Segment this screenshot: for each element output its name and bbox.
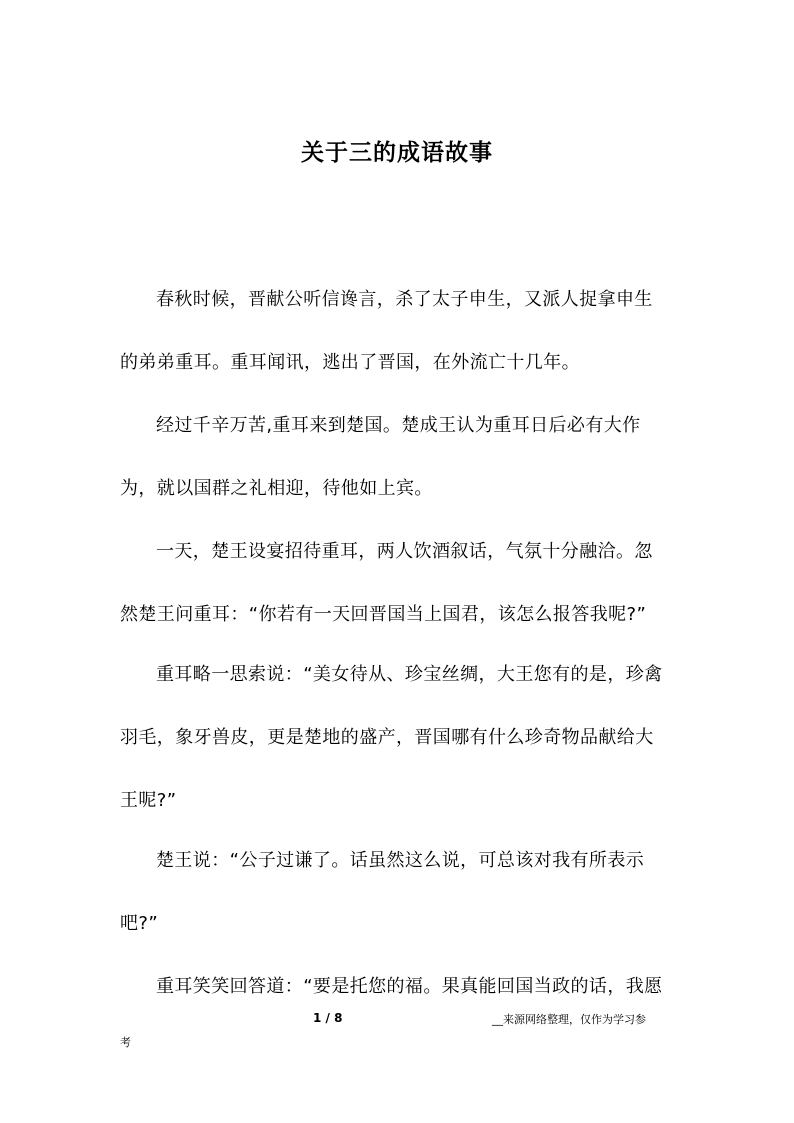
paragraph-line: 春秋时候，晋献公听信谗言，杀了太子申生，又派人捉拿申生 <box>156 289 653 310</box>
paragraph-line: 羽毛，象牙兽皮，更是楚地的盛产，晋国哪有什么珍奇物品献给大 <box>120 727 654 748</box>
paragraph-line: 然楚王问重耳：“你若有一天回晋国当上国君，该怎么报答我呢?” <box>120 604 647 625</box>
paragraph-line: 为，就以国群之礼相迎，待他如上宾。 <box>120 478 433 499</box>
paragraph-line: 吧?” <box>120 913 159 934</box>
document-title: 关于三的成语故事 <box>301 139 493 166</box>
paragraph-line: 重耳略一思索说：“美女待从、珍宝丝绸，大王您有的是，珍禽 <box>156 664 663 685</box>
paragraph-line: 的弟弟重耳。重耳闻讯，逃出了晋国，在外流亡十几年。 <box>120 352 580 373</box>
paragraph-line: 王呢?” <box>120 790 177 811</box>
source-note: __来源网络整理，仅作为学习参 <box>492 1013 646 1026</box>
page-number: 1 / 8 <box>313 1011 343 1025</box>
paragraph-line: 经过千辛万苦,重耳来到楚国。楚成王认为重耳日后必有大作 <box>156 415 641 436</box>
paragraph-line: 一天，楚王设宴招待重耳，两人饮酒叙话，气氛十分融洽。忽 <box>156 541 653 562</box>
paragraph-line: 重耳笑笑回答道：“要是托您的福。果真能回国当政的话，我愿 <box>156 976 663 997</box>
source-note-end: 考 <box>120 1036 131 1049</box>
paragraph-line: 楚王说：“公子过谦了。话虽然这么说，可总该对我有所表示 <box>156 850 645 871</box>
